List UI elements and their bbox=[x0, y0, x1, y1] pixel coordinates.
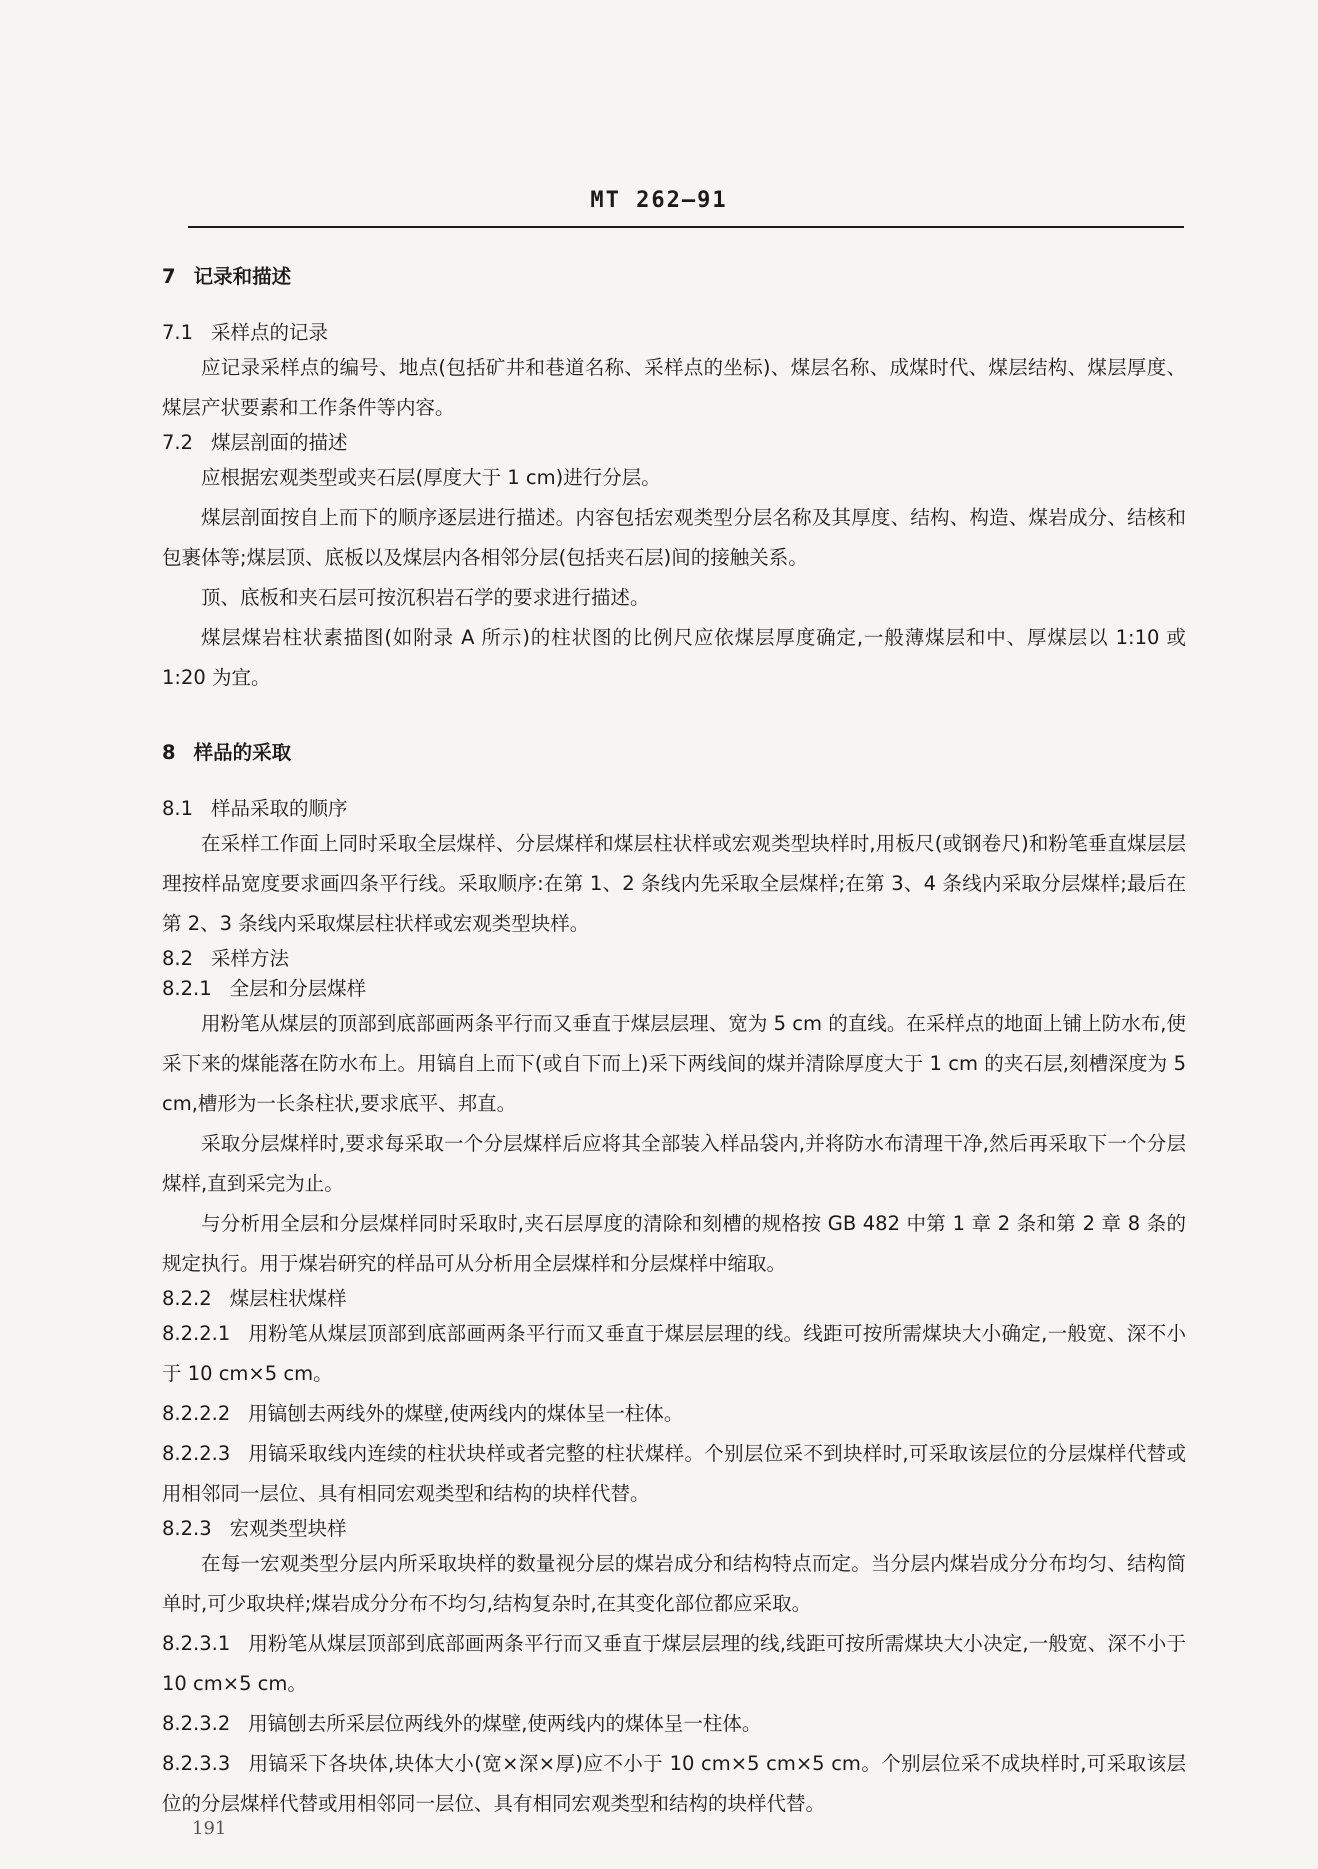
item-number: 8.2.2.1 bbox=[162, 1322, 231, 1345]
paragraph: 与分析用全层和分层煤样同时采取时,夹石层厚度的清除和刻槽的规格按 GB 482 中第 1 章 2 条和第 2 章 8 条的规定执行。用于煤岩研究的样品可从分析用全层煤样和分层煤样中缩取。 bbox=[162, 1212, 1186, 1275]
item-number: 8.2.3.2 bbox=[162, 1712, 231, 1735]
numbered-item bbox=[162, 1434, 1186, 1514]
clause-7-1-heading bbox=[162, 318, 1186, 348]
clause-number: 7.2 bbox=[162, 431, 194, 454]
clause-number: 7.1 bbox=[162, 321, 194, 344]
item-text: 用镐刨去所采层位两线外的煤壁,使两线内的煤体呈一柱体。 bbox=[248, 1712, 762, 1735]
clause-8-2-1-heading bbox=[162, 974, 1186, 1004]
paragraph: 煤层煤岩柱状素描图(如附录 A 所示)的柱状图的比例尺应依煤层厚度确定,一般薄煤层和中、厚煤层以 1:10 或 1:20 为宜。 bbox=[162, 626, 1186, 689]
clause-number: 8.2.3 bbox=[162, 1517, 212, 1540]
clause-title: 全层和分层煤样 bbox=[229, 977, 367, 1000]
clause-7-2-heading bbox=[162, 428, 1186, 458]
clause-number: 8.2.1 bbox=[162, 977, 212, 1000]
numbered-item bbox=[162, 1704, 1186, 1744]
clause-8-2-2-heading bbox=[162, 1284, 1186, 1314]
clause-title: 煤层柱状煤样 bbox=[229, 1287, 347, 1310]
paragraph: 应根据宏观类型或夹石层(厚度大于 1 cm)进行分层。 bbox=[201, 466, 661, 489]
section-title: 记录和描述 bbox=[193, 265, 292, 288]
paragraph: 煤层剖面按自上而下的顺序逐层进行描述。内容包括宏观类型分层名称及其厚度、结构、构造、煤岩成分、结核和包裹体等;煤层顶、底板以及煤层内各相邻分层(包括夹石层)间的接触关系。 bbox=[162, 506, 1186, 569]
clause-title: 宏观类型块样 bbox=[229, 1517, 347, 1540]
clause-8-2-3-heading bbox=[162, 1514, 1186, 1544]
header-rule bbox=[188, 226, 1184, 228]
clause-number: 8.1 bbox=[162, 797, 194, 820]
paragraph: 采取分层煤样时,要求每采取一个分层煤样后应将其全部装入样品袋内,并将防水布清理干净,然后再采取下一个分层煤样,直到采完为止。 bbox=[162, 1132, 1186, 1195]
item-text: 用镐采取线内连续的柱状块样或者完整的柱状煤样。个别层位采不到块样时,可采取该层位的分层煤样代替或用相邻同一层位、具有相同宏观类型和结构的块样代替。 bbox=[162, 1442, 1186, 1505]
paragraph: 顶、底板和夹石层可按沉积岩石学的要求进行描述。 bbox=[201, 586, 650, 609]
section-number: 7 bbox=[162, 265, 176, 288]
numbered-item bbox=[162, 1624, 1186, 1704]
item-text: 用镐刨去两线外的煤壁,使两线内的煤体呈一柱体。 bbox=[248, 1402, 684, 1425]
clause-8-1-heading bbox=[162, 794, 1186, 824]
item-number: 8.2.2.3 bbox=[162, 1442, 231, 1465]
item-text: 用粉笔从煤层顶部到底部画两条平行而又垂直于煤层层理的线,线距可按所需煤块大小决定,一般宽、深不小于 10 cm×5 cm。 bbox=[162, 1632, 1186, 1695]
page-number: 191 bbox=[192, 1818, 227, 1839]
section-7-heading bbox=[162, 262, 1186, 292]
clause-title: 煤层剖面的描述 bbox=[211, 431, 348, 454]
numbered-item bbox=[162, 1394, 1186, 1434]
item-number: 8.2.3.3 bbox=[162, 1752, 231, 1775]
item-text: 用镐采下各块体,块体大小(宽×深×厚)应不小于 10 cm×5 cm×5 cm。个别层位采不成块样时,可采取该层位的分层煤样代替或用相邻同一层位、具有相同宏观类型和结构的块样代替。 bbox=[162, 1752, 1186, 1815]
section-number: 8 bbox=[162, 741, 176, 764]
paragraph: 在采样工作面上同时采取全层煤样、分层煤样和煤层柱状样或宏观类型块样时,用板尺(或钢卷尺)和粉笔垂直煤层层理按样品宽度要求画四条平行线。采取顺序:在第 1、2 条线内先采取全层煤样;在第 3、4 条线内采取分层煤样;最后在第 2、3 条线内采取煤层柱状样或宏观类型块样。 bbox=[162, 832, 1186, 935]
paragraph: 应记录采样点的编号、地点(包括矿井和巷道名称、采样点的坐标)、煤层名称、成煤时代、煤层结构、煤层厚度、煤层产状要素和工作条件等内容。 bbox=[162, 356, 1186, 419]
clause-title: 采样方法 bbox=[211, 947, 290, 970]
clause-number: 8.2 bbox=[162, 947, 194, 970]
clause-number: 8.2.2 bbox=[162, 1287, 212, 1310]
clause-8-2-heading bbox=[162, 944, 1186, 974]
paragraph: 用粉笔从煤层的顶部到底部画两条平行而又垂直于煤层层理、宽为 5 cm 的直线。在采样点的地面上铺上防水布,使采下来的煤能落在防水布上。用镐自上而下(或自下而上)采下两线间的煤并清除厚度大于 1 cm 的夹石层,刻槽深度为 5 cm,槽形为一长条柱状,要求底平、邦直。 bbox=[162, 1012, 1186, 1115]
spacer bbox=[162, 698, 1186, 738]
section-8-heading bbox=[162, 738, 1186, 768]
item-text: 用粉笔从煤层顶部到底部画两条平行而又垂直于煤层层理的线。线距可按所需煤块大小确定,一般宽、深不小于 10 cm×5 cm。 bbox=[162, 1322, 1186, 1385]
clause-title: 采样点的记录 bbox=[211, 321, 329, 344]
numbered-item bbox=[162, 1744, 1186, 1824]
item-number: 8.2.3.1 bbox=[162, 1632, 231, 1655]
item-number: 8.2.2.2 bbox=[162, 1402, 231, 1425]
standard-code-header: MT 262—91 bbox=[590, 188, 728, 213]
paragraph: 在每一宏观类型分层内所采取块样的数量视分层的煤岩成分和结构特点而定。当分层内煤岩成分分布均匀、结构简单时,可少取块样;煤岩成分分布不均匀,结构复杂时,在其变化部位都应采取。 bbox=[162, 1552, 1186, 1615]
numbered-item bbox=[162, 1314, 1186, 1394]
clause-title: 样品采取的顺序 bbox=[211, 797, 348, 820]
document-body bbox=[162, 262, 1186, 1824]
section-title: 样品的采取 bbox=[193, 741, 292, 764]
